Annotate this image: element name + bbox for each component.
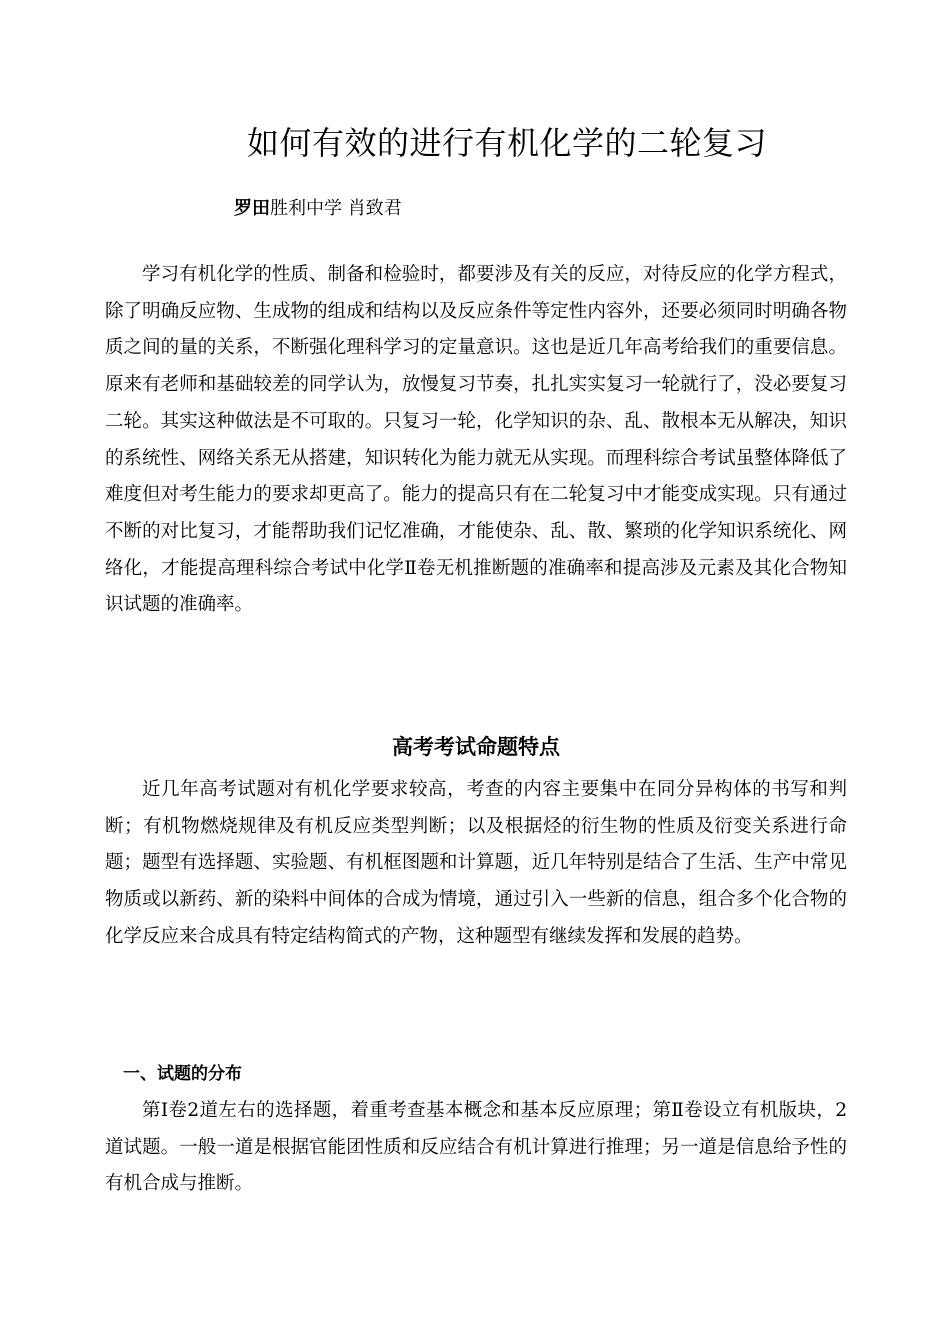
section-heading: 高考考试命题特点 (392, 735, 560, 759)
author-byline (234, 194, 402, 220)
document-title: 如何有效的进行有机化学的二轮复习 (246, 124, 767, 162)
features-paragraph: 近几年高考试题对有机化学要求较高，考查的内容主要集中在同分异构体的书写和判断；有机物燃烧规律及有机反应类型判断；以及根据烃的衍生物的性质及衍变关系进行命题；题型有选择题、实验题、有机框图题和计算题，近几年特别是结合了生活、生产中常见物质或以新药、新的染料中间体的合成为情境，通过引入一些新的信息，组合多个化合物的化学反应来合成具有特定结构简式的产物，这种题型有继续发挥和发展的趋势。 (105, 779, 847, 947)
intro-paragraph: 学习有机化学的性质、制备和检验时，都要涉及有关的反应，对待反应的化学方程式，除了明确反应物、生成物的组成和结构以及反应条件等定性内容外，还要必须同时明确各物质之间的量的关系，不断强化理科学习的定量意识。这也是近几年高考给我们的重要信息。原来有老师和基础较差的同学认为，放慢复习节奏，扎扎实实复习一轮就行了，没必要复习二轮。其实这种做法是不可取的。只复习一轮，化学知识的杂、乱、散根本无从解决，知识的系统性、网络关系无从搭建，知识转化为能力就无从实现。而理科综合考试虽整体降低了难度但对考生能力的要求却更高了。能力的提高只有在二轮复习中才能变成实现。只有通过不断的对比复习，才能帮助我们记忆准确，才能使杂、乱、散、繁琐的化学知识系统化、网络化，才能提高理科综合考试中化学Ⅱ卷无机推断题的准确率和提高涉及元素及其化合物知识试题的准确率。 (105, 264, 847, 616)
byline-author: 胜利中学 肖致君 (270, 198, 402, 219)
subsection-heading: 一、试题的分布 (123, 1064, 242, 1084)
distribution-paragraph: 第Ⅰ卷2道左右的选择题，着重考查基本概念和基本反应原理；第Ⅱ卷设立有机版块，2道试题。一般一道是根据官能团性质和反应结合有机计算进行推理；另一道是信息给予性的有机合成与推断。 (105, 1100, 847, 1195)
byline-location: 罗田 (234, 198, 270, 219)
